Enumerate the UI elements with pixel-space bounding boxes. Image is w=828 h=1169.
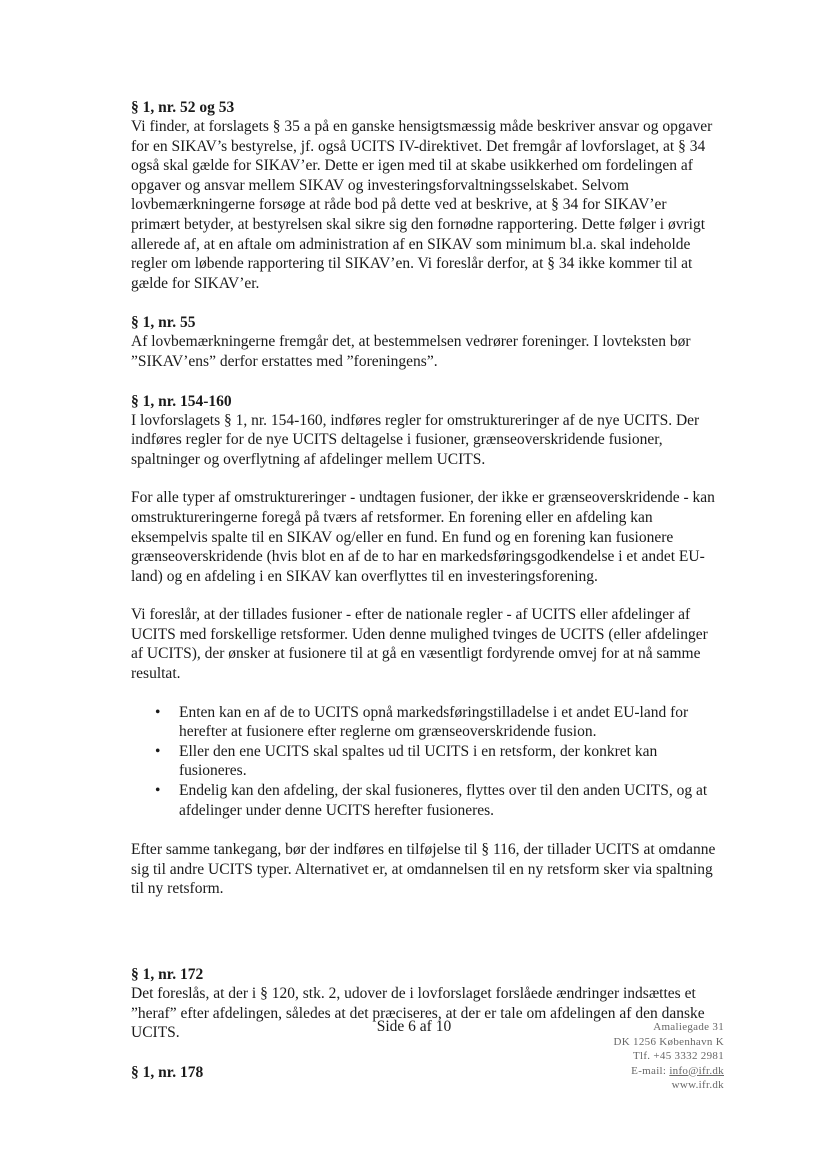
bullet-icon: •	[155, 782, 161, 800]
paragraph: I lovforslagets § 1, nr. 154-160, indføres regler for omstruktureringer af de nye UCITS. Der indføres regler for de nye UCITS deltagelse i fusioner, grænseoverskridende fusioner, spaltninger og overflytning af afdelinger mellem UCITS.	[131, 411, 700, 468]
bullet-icon: •	[155, 742, 161, 760]
list-item: • Enten kan en af de to UCITS opnå markedsføringstilladelse i et andet EU-land for herefter at fusionere efter reglerne om grænseoverskridende fusion.	[155, 703, 689, 741]
bullet-icon: •	[155, 703, 161, 721]
section-154-160	[131, 392, 731, 899]
paragraph: Vi finder, at forslagets § 35 a på en ganske hensigtsmæssig måde beskriver ansvar og opgaver for en SIKAV’s bestyrelse, jf. også UCITS IV-direktivet. Det fremgår af lovforslaget, at § 34 også skal gælde for SIKAV’er. Dette er igen med til at skabe usikkerhed om fordelingen af opgaver og ansvar mellem SIKAV og investeringsforvaltningsselskabet. Selvom lovbemærkningerne forsøge at råde bod på dette ved at beskrive, at § 34 for SIKAV’er primært betyder, at bestyrelsen skal sikre sig den fornødne rapportering. Dette følger i øvrigt allerede af, at en aftale om administration af en SIKAV som minimum bl.a. skal indeholde regler om løbende rapportering til SIKAV’en. Vi foreslår derfor, at § 34 ikke kommer til at gælde for SIKAV’er.	[131, 118, 713, 292]
section-heading: § 1, nr. 178	[131, 1063, 204, 1081]
bullet-list	[131, 703, 731, 821]
section-heading: § 1, nr. 55	[131, 314, 196, 332]
section-heading: § 1, nr. 154-160	[131, 392, 232, 410]
page-number: Side 6 af 10	[376, 1018, 452, 1035]
paragraph: For alle typer af omstruktureringer - undtagen fusioner, der ikke er grænseoverskridende - kan omstruktureringerne foregå på tværs af retsformer. En forening eller en afdeling kan eksempelvis spalte til en SIKAV og/eller en fund. En fund og en forening kan fusionere grænseoverskridende (hvis blot en af de to har en markedsføringsgodkendelse i et andet EU- land) og en afdeling i en SIKAV kan overflyttes til en investeringsforening.	[131, 489, 715, 585]
document-body	[131, 98, 731, 1102]
list-item: • Eller den ene UCITS skal spaltes ud til UCITS i en retsform, der konkret kan fusioneres.	[155, 742, 658, 780]
section-heading: § 1, nr. 52 og 53	[131, 99, 235, 116]
spacer	[131, 919, 731, 965]
list-item: • Endelig kan den afdeling, der skal fusioneres, flyttes over til den anden UCITS, og at afdelinger under denne UCITS herefter fusioneres.	[155, 782, 708, 819]
paragraph: Vi foreslår, at der tillades fusioner - efter de nationale regler - af UCITS eller afdelinger af UCITS med forskellige retsformer. Uden denne mulighed tvinges de UCITS (eller afdelinger af UCITS), der ønsker at fusionere til at gå en væsentligt fordyrende omvej for at nå samme resultat.	[131, 606, 708, 683]
paragraph: Efter samme tankegang, bør der indføres en tilføjelse til § 116, der tillader UCITS at omdanne sig til andre UCITS typer. Alternativet er, at omdannelsen til en ny retsform sker via spaltning til ny retsform.	[131, 841, 716, 898]
paragraph: Af lovbemærkningerne fremgår det, at bestemmelsen vedrører foreninger. I lovteksten bør ”SIKAV’ens” derfor erstattes med ”foreningens”.	[131, 333, 691, 370]
sender-address: Amaliegade 31 DK 1256 København K Tlf. +45 3332 2981 E-mail: info@ifr.dk www.ifr.dk	[613, 1021, 724, 1091]
section-heading: § 1, nr. 172	[131, 966, 204, 983]
section-55	[131, 313, 731, 371]
website-link[interactable]: www.ifr.dk	[671, 1079, 724, 1091]
email-link[interactable]: info@ifr.dk	[669, 1064, 724, 1077]
section-52-53	[131, 98, 731, 293]
paragraph: Det foreslås, at der i § 120, stk. 2, udover de i lovforslaget forslåede ændringer indsættes et ”heraf” efter afdelingen, således at det præciseres, at der er tale om afdelingen af den danske UCITS.	[131, 985, 705, 1042]
